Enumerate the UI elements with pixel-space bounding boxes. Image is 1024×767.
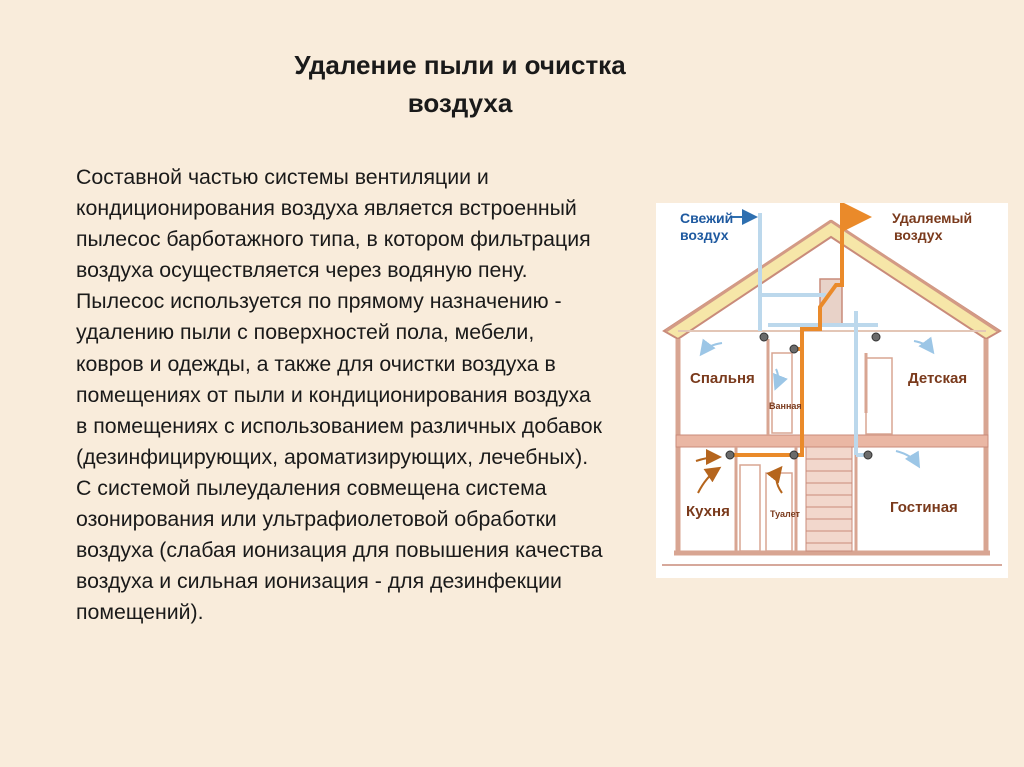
slide-title [230, 46, 690, 122]
body-line: (дезинфицирующих, ароматизирующих, лечебных). [76, 444, 589, 469]
svg-text:воздух: воздух [680, 227, 729, 243]
body-line: пылесос барботажного типа, в котором фильтрация [76, 227, 591, 252]
body-line: кондиционирования воздуха является встроенный [76, 196, 577, 221]
title-line-2: воздуха [407, 88, 513, 118]
svg-text:воздух: воздух [894, 227, 943, 243]
body-line: помещениях от пыли и кондиционирования воздуха [76, 382, 591, 407]
room-label-living: Гостиная [890, 499, 958, 516]
room-label-bathroom: Ванная [769, 401, 802, 411]
body-line: С системой пылеудаления совмещена система [76, 475, 547, 500]
exhaust-air-label [892, 210, 972, 243]
body-line: в помещениях с использованием различных добавок [76, 413, 602, 438]
body-line: озонирования или ультрафиолетовой обработки [76, 507, 557, 532]
room-label-kids: Детская [908, 370, 968, 387]
body-line: воздуха осуществляется через водяную пену. [76, 258, 528, 283]
room-label-toilet: Туалет [770, 509, 800, 519]
svg-text:Свежий: Свежий [680, 210, 734, 226]
body-line: помещений). [76, 600, 204, 625]
body-line: ковров и одежды, а также для очистки воздуха в [76, 351, 556, 376]
body-line: удалению пыли с поверхностей пола, мебели, [76, 320, 535, 345]
room-label-kitchen: Кухня [686, 503, 730, 520]
body-line: воздуха и сильная ионизация - для дезинфекции [76, 569, 562, 594]
body-line: воздуха (слабая ионизация для повышения качества [76, 538, 603, 563]
room-label-bedroom: Спальня [690, 370, 755, 387]
fresh-air-label [680, 210, 754, 243]
body-text [76, 162, 666, 632]
svg-text:Удаляемый: Удаляемый [892, 210, 973, 226]
staircase [806, 447, 852, 551]
floor-slab [676, 435, 988, 447]
title-line-1: Удаление пыли и очистка [294, 50, 626, 80]
body-line: Составной частью системы вентиляции и [76, 165, 489, 189]
body-line: Пылесос используется по прямому назначению - [76, 289, 562, 314]
ventilation-house-diagram [656, 203, 1008, 578]
